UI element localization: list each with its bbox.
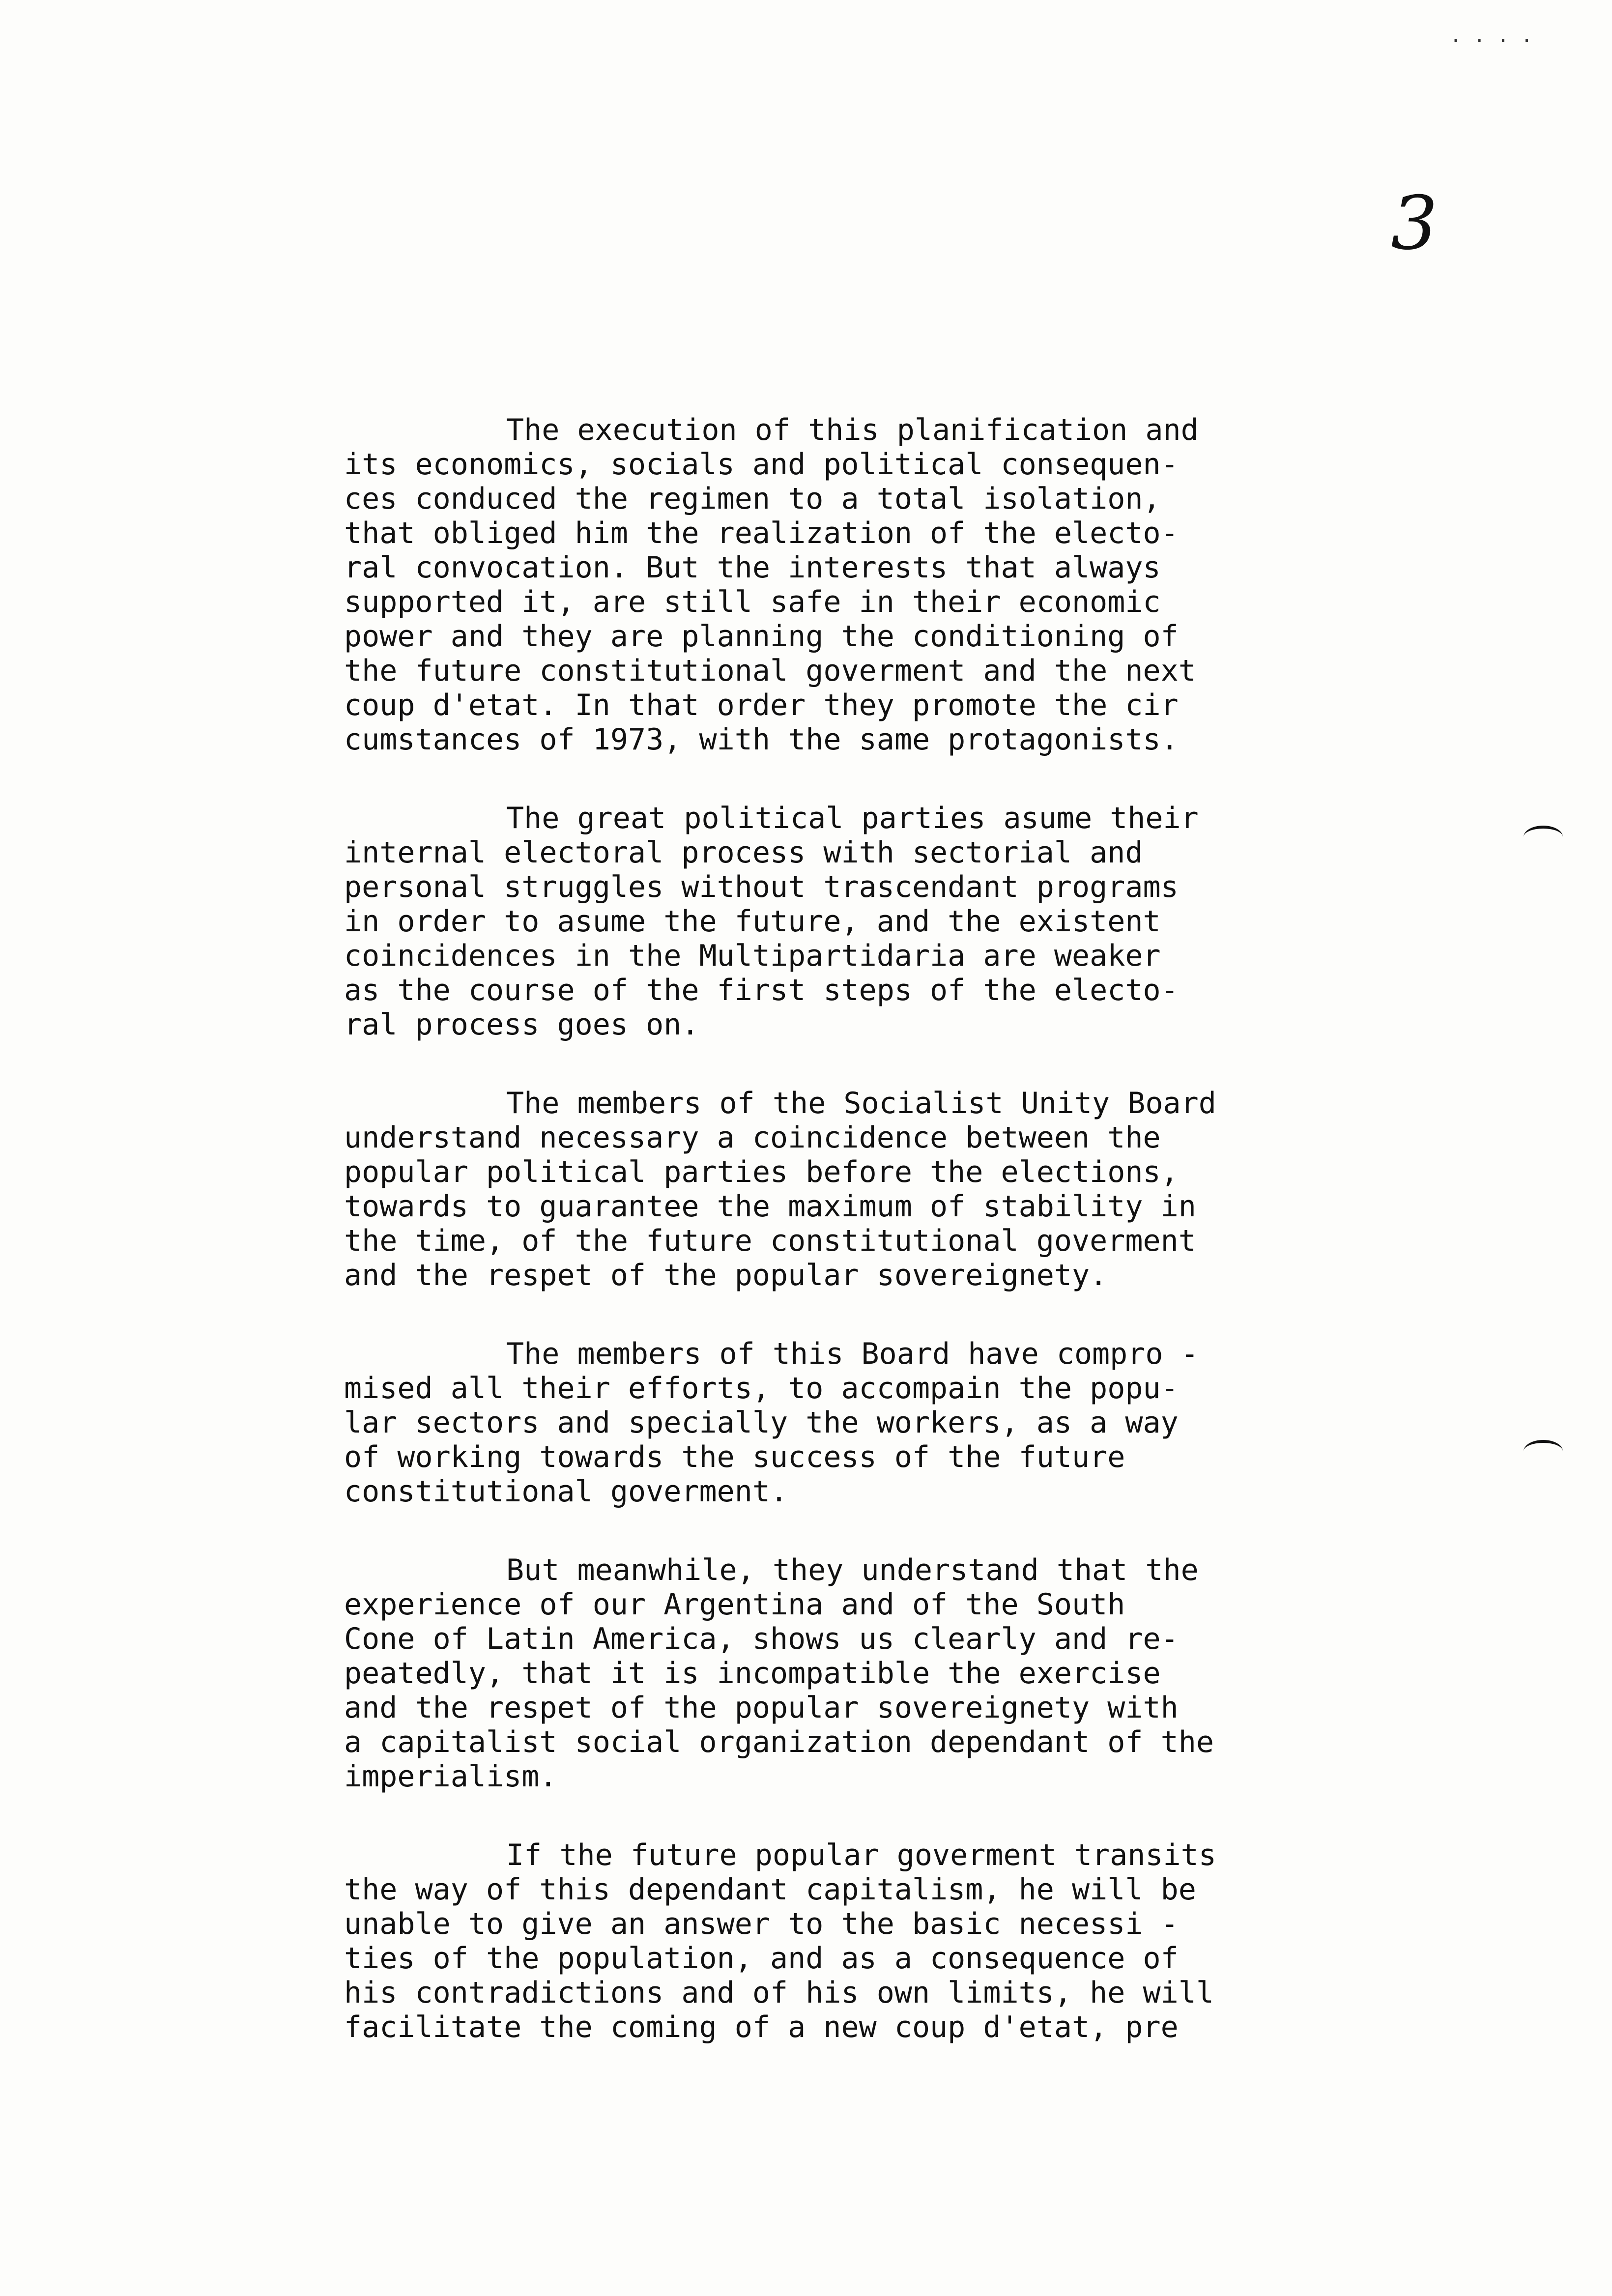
text-line: ral convocation. But the interests that always [344, 550, 1161, 585]
text-line: imperialism. [344, 1759, 557, 1794]
text-line: Cone of Latin America, shows us clearly and re- [344, 1622, 1179, 1656]
text-line: the way of this dependant capitalism, he will be [344, 1872, 1196, 1907]
text-line: If the future popular goverment transits [506, 1838, 1216, 1872]
text-line: cumstances of 1973, with the same protagonists. [344, 722, 1179, 757]
paragraph-2 [344, 801, 1327, 1042]
text-line: facilitate the coming of a new coup d'etat, pre [344, 2010, 1179, 2044]
text-line: and the respet of the popular sovereignety. [344, 1258, 1108, 1292]
body-text [344, 413, 1327, 2089]
text-line: But meanwhile, they understand that the [506, 1553, 1199, 1587]
page-number: 3 [1391, 181, 1438, 266]
text-line: towards to guarantee the maximum of stability in [344, 1189, 1196, 1224]
text-line: internal electoral process with sectorial and [344, 835, 1143, 870]
text-line: a capitalist social organization dependant of the [344, 1725, 1214, 1759]
text-line: his contradictions and of his own limits, he will [344, 1976, 1214, 2010]
text-line: and the respet of the popular sovereignety with [344, 1691, 1179, 1725]
margin-mark [1524, 1440, 1563, 1463]
text-line: experience of our Argentina and of the South [344, 1587, 1125, 1622]
text-line: mised all their efforts, to accompain the popu- [344, 1371, 1179, 1406]
text-line: power and they are planning the conditioning of [344, 619, 1179, 654]
text-line: coup d'etat. In that order they promote the cir [344, 688, 1179, 722]
text-line: The members of this Board have compro - [506, 1337, 1199, 1371]
text-line: unable to give an answer to the basic necessi - [344, 1907, 1179, 1941]
text-line: ties of the population, and as a consequence of [344, 1941, 1179, 1976]
text-line: constitutional goverment. [344, 1474, 788, 1509]
text-line: supported it, are still safe in their economic [344, 585, 1161, 619]
paragraph-5 [344, 1553, 1327, 1794]
paragraph-3 [344, 1086, 1327, 1292]
text-line: ral process goes on. [344, 1007, 699, 1042]
text-line: in order to asume the future, and the existent [344, 904, 1161, 939]
margin-mark [1524, 826, 1563, 848]
paragraph-6 [344, 1838, 1327, 2044]
text-line: the future constitutional goverment and the next [344, 654, 1196, 688]
corner-marks: · · · · [1450, 29, 1533, 52]
text-line: popular political parties before the elections, [344, 1155, 1179, 1189]
text-line: The members of the Socialist Unity Board [506, 1086, 1216, 1120]
text-line: of working towards the success of the future [344, 1440, 1125, 1474]
text-line: The great political parties asume their [506, 801, 1199, 835]
text-line: understand necessary a coincidence between the [344, 1120, 1161, 1155]
text-line: the time, of the future constitutional goverment [344, 1224, 1196, 1258]
text-line: lar sectors and specially the workers, as a way [344, 1406, 1179, 1440]
text-line: its economics, socials and political consequen- [344, 447, 1179, 482]
text-line: as the course of the first steps of the electo- [344, 973, 1179, 1007]
text-line: that obliged him the realization of the electo- [344, 516, 1179, 550]
text-line: The execution of this planification and [506, 413, 1199, 447]
paragraph-1 [344, 413, 1327, 757]
text-line: coincidences in the Multipartidaria are weaker [344, 939, 1161, 973]
text-line: personal struggles without trascendant programs [344, 870, 1179, 904]
text-line: ces conduced the regimen to a total isolation, [344, 482, 1161, 516]
text-line: peatedly, that it is incompatible the exercise [344, 1656, 1161, 1691]
paragraph-4 [344, 1337, 1327, 1509]
